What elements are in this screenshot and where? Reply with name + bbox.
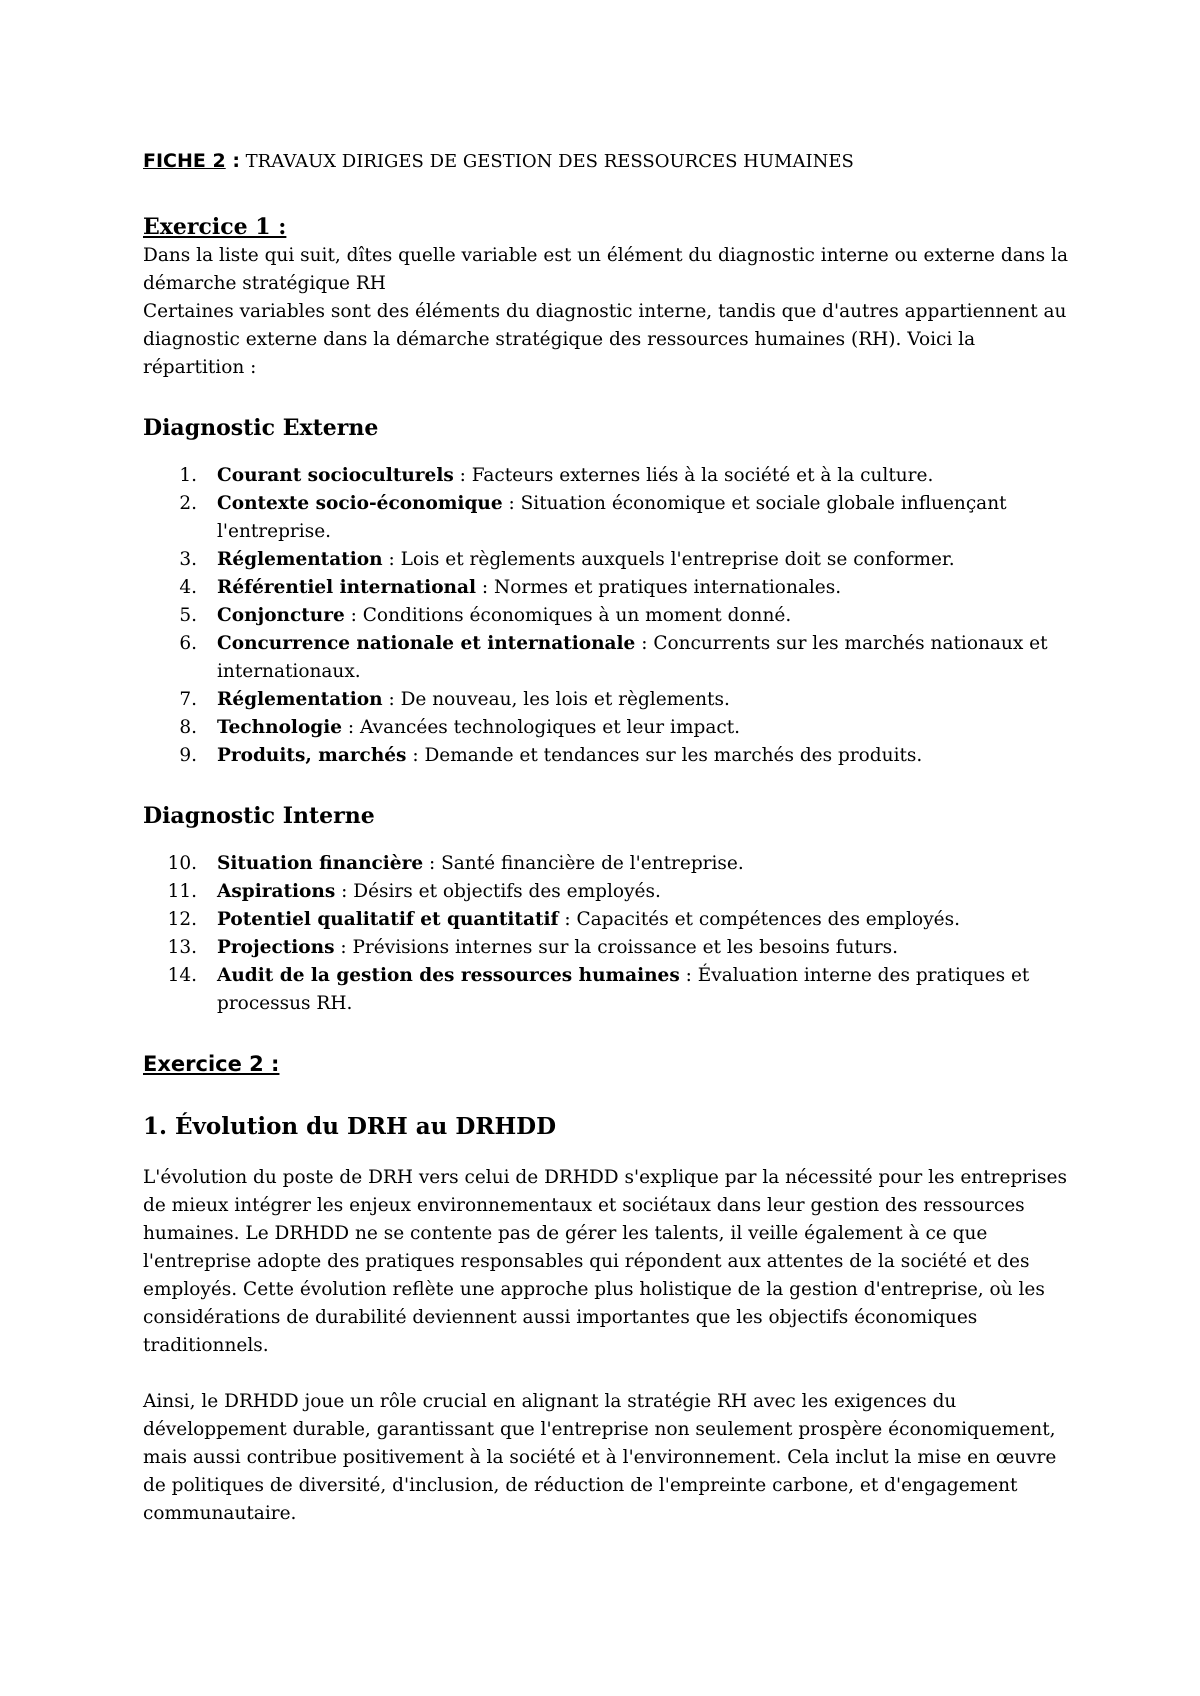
list-number: 5. <box>179 605 197 626</box>
list-number: 10. <box>167 853 197 874</box>
list-description: : Concurrents sur les marchés nationaux et internationaux. <box>217 633 1048 682</box>
list-item <box>143 962 1073 1018</box>
list-number: 3. <box>179 549 197 570</box>
list-description: : Prévisions internes sur la croissance et les besoins futurs. <box>334 937 899 958</box>
list-item <box>143 878 1073 906</box>
list-item <box>143 602 1073 630</box>
list-description: : Situation économique et sociale globale influençant l'entreprise. <box>217 493 1007 542</box>
list-item <box>143 934 1073 962</box>
list-item <box>143 546 1073 574</box>
fiche-label: FICHE 2 <box>143 150 226 172</box>
list-term: Courant socioculturels <box>217 465 454 486</box>
list-term: Réglementation <box>217 689 383 710</box>
list-number: 2. <box>179 493 197 514</box>
list-number: 6. <box>179 633 197 654</box>
list-number: 7. <box>179 689 197 710</box>
list-term: Conjoncture <box>217 605 345 626</box>
list-term: Situation financière <box>217 853 424 874</box>
exercice-1-intro: Certaines variables sont des éléments du diagnostic interne, tandis que d'autres appartiennent au diagnostic externe dans la démarche stratégique des ressources humaines (RH). Voici la répartition : <box>143 301 1067 378</box>
list-term: Réglementation <box>217 549 383 570</box>
diagnostic-externe-title: Diagnostic Externe <box>143 415 379 441</box>
evolution-section-title: 1. Évolution du DRH au DRHDD <box>143 1113 557 1140</box>
evolution-paragraph-1: L'évolution du poste de DRH vers celui de DRHDD s'explique par la nécessité pour les entreprises de mieux intégrer les enjeux environnementaux et sociétaux dans leur gestion des ressources humaines. Le DRHDD ne se contente pas de gérer les talents, il veille également à ce que l'entreprise adopte des pratiques responsables qui répondent aux attentes de la société et des employés. Cette évolution reflète une approche plus holistique de la gestion d'entreprise, où les considérations de durabilité deviennent aussi importantes que les objectifs économiques traditionnels. <box>143 1167 1067 1356</box>
list-item <box>143 742 1073 770</box>
list-term: Audit de la gestion des ressources humaines <box>217 965 680 986</box>
diagnostic-interne-title: Diagnostic Interne <box>143 803 375 829</box>
list-item <box>143 462 1073 490</box>
list-item <box>143 630 1073 686</box>
document-header <box>143 146 1073 177</box>
list-term: Aspirations <box>217 881 336 902</box>
list-number: 8. <box>179 717 197 738</box>
fiche-title: TRAVAUX DIRIGES DE GESTION DES RESSOURCES HUMAINES <box>239 151 854 172</box>
list-term: Contexte socio-économique <box>217 493 503 514</box>
list-item <box>143 906 1073 934</box>
evolution-paragraph-2: Ainsi, le DRHDD joue un rôle crucial en alignant la stratégie RH avec les exigences du développement durable, garantissant que l'entreprise non seulement prospère économiquement, mais aussi contribue positivement à la société et à l'environnement. Cela inclut la mise en œuvre de politiques de diversité, d'inclusion, de réduction de l'empreinte carbone, et d'engagement communautaire. <box>143 1391 1057 1524</box>
diagnostic-interne-list <box>143 850 1073 1018</box>
list-item <box>143 714 1073 742</box>
exercice-1-question: Dans la liste qui suit, dîtes quelle variable est un élément du diagnostic interne ou externe dans la démarche stratégique RH <box>143 245 1068 294</box>
list-description: : Facteurs externes liés à la société et à la culture. <box>453 465 934 486</box>
list-term: Produits, marchés <box>217 745 407 766</box>
list-item <box>143 686 1073 714</box>
diagnostic-externe-list <box>143 462 1073 770</box>
list-term: Potentiel qualitatif et quantitatif <box>217 909 559 930</box>
list-term: Référentiel international <box>217 577 477 598</box>
list-item <box>143 490 1073 546</box>
list-description: : Conditions économiques à un moment donné. <box>344 605 792 626</box>
list-description: : Évaluation interne des pratiques et processus RH. <box>217 965 1030 1014</box>
list-number: 11. <box>167 881 197 902</box>
list-description: : De nouveau, les lois et règlements. <box>382 689 730 710</box>
list-number: 14. <box>167 965 197 986</box>
list-number: 12. <box>167 909 197 930</box>
list-number: 9. <box>179 745 197 766</box>
list-term: Technologie <box>217 717 343 738</box>
list-description: : Capacités et compétences des employés. <box>558 909 960 930</box>
exercice-1-title: Exercice 1 : <box>143 214 287 240</box>
list-description: : Désirs et objectifs des employés. <box>335 881 661 902</box>
list-description: : Lois et règlements auxquels l'entreprise doit se conformer. <box>382 549 955 570</box>
list-term: Projections <box>217 937 335 958</box>
list-item <box>143 850 1073 878</box>
list-item <box>143 574 1073 602</box>
exercice-2-title: Exercice 2 : <box>143 1052 280 1076</box>
list-number: 13. <box>167 937 197 958</box>
list-description: : Normes et pratiques internationales. <box>476 577 842 598</box>
document-page <box>143 146 1073 1528</box>
list-description: : Avancées technologiques et leur impact. <box>342 717 741 738</box>
list-number: 1. <box>179 465 197 486</box>
fiche-colon: : <box>225 150 240 172</box>
list-term: Concurrence nationale et internationale <box>217 633 636 654</box>
list-number: 4. <box>179 577 197 598</box>
list-description: : Santé financière de l'entreprise. <box>423 853 744 874</box>
list-description: : Demande et tendances sur les marchés des produits. <box>406 745 923 766</box>
